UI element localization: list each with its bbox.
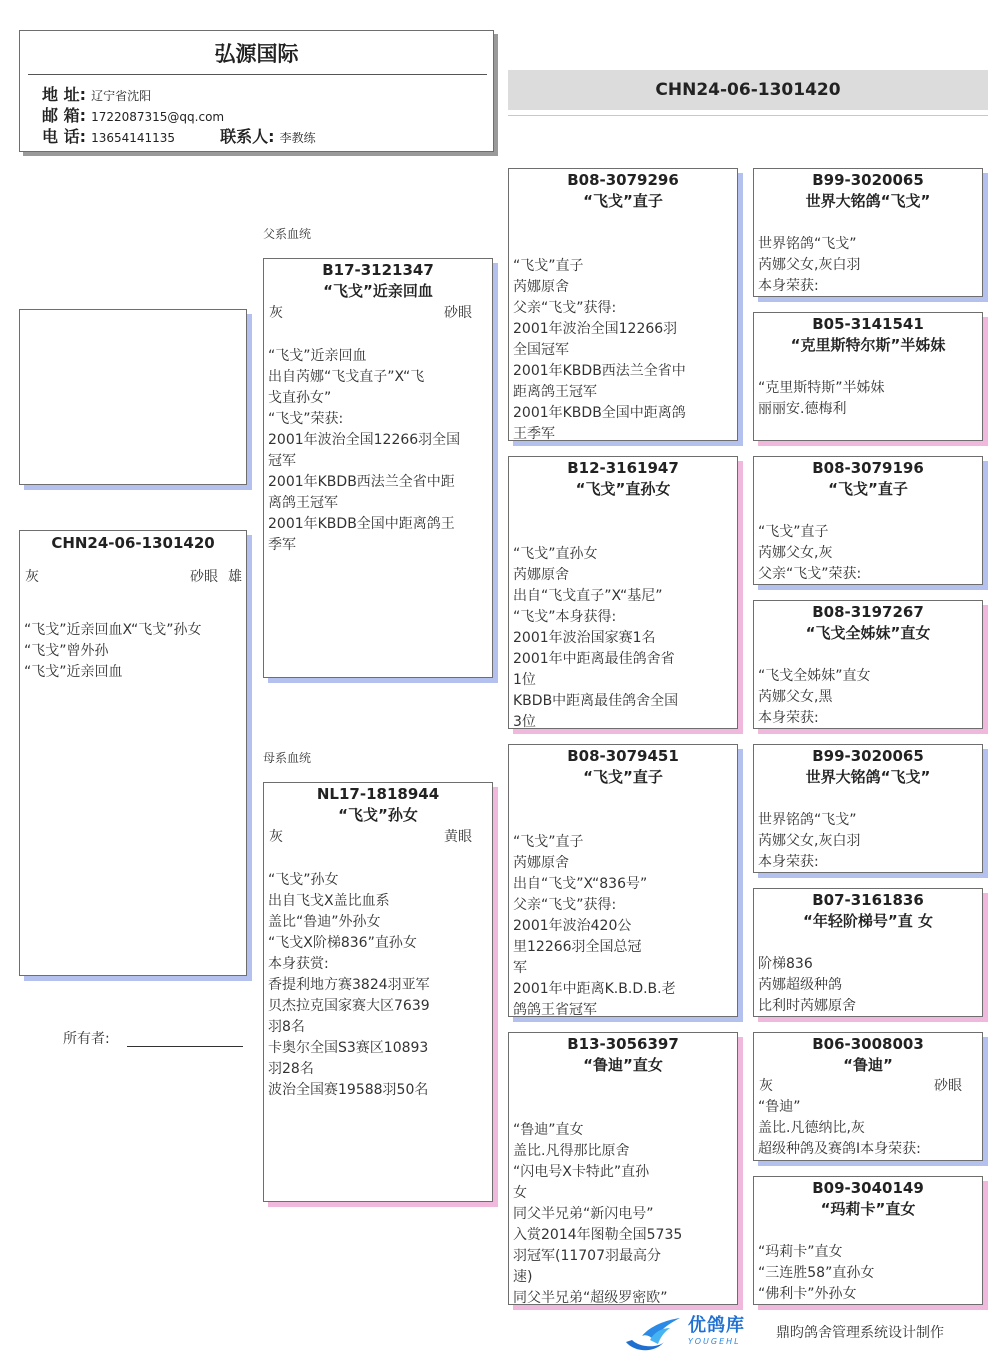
ancestor-line: 2001年波治420公 (513, 918, 632, 934)
ancestor-name: “年轻阶梯号”直 女 (803, 912, 933, 930)
ancestor-line: 1位 (513, 672, 536, 688)
ancestor-name: 世界大铭鸽“飞戈” (805, 192, 931, 210)
sire-line: 戈直孙女” (268, 390, 332, 406)
ancestor-line: KBDB中距离最佳鸽舍全国 (513, 693, 679, 709)
ancestor-line: 世界铭鸽“飞戈” (758, 812, 857, 828)
dam-ring: NL17-1818944 (316, 785, 440, 803)
ancestor-line: 2001年中距离K.B.D.B.老 (513, 981, 676, 997)
ancestor-line: 超级种鸽及赛鸽I本身荣获: (758, 1141, 921, 1157)
dam-name: “飞戈”孙女 (338, 806, 418, 824)
ancestor-line: 世界铭鸽“飞戈” (758, 236, 857, 252)
ancestor-line: “鲁迪”直女 (513, 1122, 584, 1138)
sire-section-label: 父系血统 (263, 227, 312, 241)
ancestor-line: 速) (513, 1269, 533, 1285)
ancestor-name: “飞戈”直子 (828, 480, 908, 498)
dam-details (264, 870, 492, 1101)
ancestor-line: 3位 (513, 714, 536, 729)
phone-label: 电 话: (42, 127, 86, 146)
great-grandparent-card (753, 600, 983, 729)
logo-cn: 优鸽库 (688, 1315, 745, 1336)
address-value: 辽宁省沈阳 (91, 89, 152, 103)
header-ring-banner (508, 70, 988, 110)
logo-text (688, 1316, 745, 1348)
dam-section-label: 母系血统 (263, 751, 312, 765)
ancestor-details (509, 544, 737, 729)
ancestor-line: 同父半兄弟“超级罗密欧” (513, 1290, 668, 1305)
ancestor-line: 2001年波治全国12266羽 (513, 321, 678, 337)
ancestor-ring: B06-3008003 (812, 1035, 924, 1053)
ancestor-line: 芮娜父女,黑 (758, 689, 833, 705)
ancestor-details (754, 666, 982, 729)
dam-line: 盖比“鲁迪”外孙女 (268, 914, 381, 930)
ancestor-name: “飞戈”直子 (583, 192, 663, 210)
ancestor-line: “飞戈”直孙女 (513, 546, 598, 562)
sire-name: “飞戈”近亲回血 (323, 282, 433, 300)
great-grandparent-card (753, 312, 983, 441)
ancestor-ring: B99-3020065 (812, 747, 924, 765)
subject-note: “飞戈”近亲回血 (24, 664, 123, 680)
ancestor-line: 芮娜原舍 (513, 567, 569, 583)
ancestor-line: 芮娜父女,灰白羽 (758, 833, 861, 849)
ancestor-name: “飞戈全姊妹”直女 (805, 624, 931, 642)
ancestor-line: “飞戈”本身获得: (513, 609, 617, 625)
ancestor-details (754, 1242, 982, 1305)
header-underline (508, 115, 988, 116)
ancestor-ring: B05-3141541 (812, 315, 924, 333)
ancestor-details (509, 832, 737, 1017)
ancestor-line: 父亲“飞戈”荣获: (758, 566, 862, 582)
ancestor-line: “鲁迪” (758, 1099, 801, 1115)
ancestor-ring: B09-3040149 (812, 1179, 924, 1197)
ancestor-line: 同父半兄弟“新闪电号” (513, 1206, 654, 1222)
ancestor-line: “闪电号X卡特此”直孙 (513, 1164, 650, 1180)
ancestor-line: 2001年中距离最佳鸽舍省 (513, 651, 675, 667)
ancestor-name: “玛莉卡”直女 (820, 1200, 916, 1218)
ancestor-ring: B07-3161836 (812, 891, 924, 909)
sire-line: “飞戈”荣获: (268, 411, 344, 427)
owner-line[interactable] (127, 1046, 243, 1047)
ancestor-details (754, 234, 982, 297)
dam-line: 贝杰拉克国家赛大区7639 (268, 998, 430, 1014)
ancestor-line: 出自“飞戈直子”X“基尼” (513, 588, 663, 604)
ancestor-details (509, 1120, 737, 1305)
sire-line: 出自芮娜“飞戈直子”X“飞 (268, 369, 425, 385)
sire-card (263, 258, 493, 678)
grandsire-maternal-card (508, 744, 738, 1017)
subject-note: “飞戈”曾外孙 (24, 643, 109, 659)
ancestor-line: 军 (513, 960, 527, 976)
ancestor-name: “飞戈”直子 (583, 768, 663, 786)
great-grandparent-card (753, 888, 983, 1017)
ancestor-ring: B08-3079196 (812, 459, 924, 477)
sire-ring: B17-3121347 (322, 261, 434, 279)
ancestor-line: 羽冠军(11707羽最高分 (513, 1248, 661, 1264)
ancestor-line: 丽丽安.德梅利 (758, 401, 847, 417)
ancestor-line: 盖比.凡德纳比,灰 (758, 1120, 865, 1136)
address-label: 地 址: (42, 85, 86, 104)
ancestor-name: “飞戈”直孙女 (575, 480, 671, 498)
ancestor-ring: B08-3079296 (567, 171, 679, 189)
ancestor-line: “飞戈”直子 (758, 524, 829, 540)
ancestor-line: 父亲“飞戈”获得: (513, 300, 617, 316)
sire-eye: 砂眼 (444, 305, 472, 321)
dam-line: 本身获赏: (268, 956, 329, 972)
sire-line: 离鸽王冠军 (268, 495, 338, 511)
ancestor-line: 2001年KBDB西法兰全省中 (513, 363, 686, 379)
ancestor-line: 比利时芮娜原舍 (758, 998, 856, 1014)
dam-line: “飞戈X阶梯836”直孙女 (268, 935, 417, 951)
header-ring: CHN24-06-1301420 (655, 80, 841, 100)
granddam-paternal-card (508, 456, 738, 729)
ancestor-line: 出自“飞戈”X“836号” (513, 876, 648, 892)
owner-field (63, 1028, 110, 1048)
granddam-maternal-card (508, 1032, 738, 1305)
ancestor-details (754, 954, 982, 1017)
ancestor-line: 本身荣获: (758, 710, 819, 726)
ancestor-line: 本身荣获: (758, 854, 819, 870)
great-grandparent-card (753, 168, 983, 297)
subject-color: 灰 (25, 569, 39, 585)
ancestor-line: 芮娜原舍 (513, 279, 569, 295)
ancestor-line: “克里斯特斯”半姊妹 (758, 380, 885, 396)
sire-details (264, 346, 492, 556)
email-label: 邮 箱: (42, 106, 86, 125)
ancestor-name: “克里斯特尔斯”半姊妹 (790, 336, 946, 354)
ancestor-name: 世界大铭鸽“飞戈” (805, 768, 931, 786)
ancestor-line: 阶梯836 (758, 956, 813, 972)
ancestor-line: 芮娜父女,灰白羽 (758, 257, 861, 273)
ancestor-line: “飞戈”直子 (513, 258, 584, 274)
ancestor-line: 里12266羽全国总冠 (513, 939, 642, 955)
ancestor-eye: 砂眼 (934, 1078, 962, 1094)
ancestor-ring: B08-3197267 (812, 603, 924, 621)
ancestor-line: 入赏2014年图勒全国5735 (513, 1227, 683, 1243)
subject-note: “飞戈”近亲回血X“飞戈”孙女 (24, 622, 202, 638)
great-grandparent-card (753, 1032, 983, 1161)
subject-ring: CHN24-06-1301420 (51, 534, 215, 552)
ancestor-line: “佛利卡”外孙女 (758, 1286, 857, 1302)
ancestor-details (754, 810, 982, 873)
ancestor-line: 2001年波治国家赛1名 (513, 630, 656, 646)
dam-line: 羽28名 (268, 1061, 314, 1077)
phone-value: 13654141135 (91, 131, 176, 145)
great-grandparent-card (753, 1176, 983, 1305)
ancestor-details (754, 522, 982, 585)
footer-credit: 鼎昀鸽舍管理系统设计制作 (776, 1325, 944, 1341)
ancestor-ring: B12-3161947 (567, 459, 679, 477)
contact-value: 李教练 (279, 131, 316, 145)
yougeku-logo-icon (620, 1312, 684, 1356)
sire-color: 灰 (269, 305, 283, 321)
ancestor-line: 父亲“飞戈”获得: (513, 897, 617, 913)
great-grandparent-card (753, 744, 983, 873)
dam-line: 卡奥尔全国S3赛区10893 (268, 1040, 429, 1056)
ancestor-color: 灰 (759, 1078, 773, 1094)
ancestor-ring: B13-3056397 (567, 1035, 679, 1053)
ancestor-line: 盖比.凡得那比原舍 (513, 1143, 630, 1159)
subject-card (19, 530, 247, 976)
subject-sex: 雄 (228, 569, 242, 585)
dam-line: 波治全国赛19588羽50名 (268, 1082, 429, 1098)
ancestor-ring: B99-3020065 (812, 171, 924, 189)
sire-line: 2001年KBDB西法兰全省中距 (268, 474, 455, 490)
dam-card (263, 782, 493, 1202)
dam-line: 香提利地方赛3824羽亚军 (268, 977, 430, 993)
ancestor-ring: B08-3079451 (567, 747, 679, 765)
sire-line: 季军 (268, 537, 296, 553)
ancestor-details (509, 256, 737, 441)
owner-label: 所有者: (63, 1031, 110, 1047)
dam-eye: 黄眼 (444, 829, 472, 845)
sire-line: 2001年KBDB全国中距离鸽王 (268, 516, 455, 532)
ancestor-name: “鲁迪”直女 (583, 1056, 663, 1074)
ancestor-details (754, 378, 982, 420)
company-divider (28, 74, 487, 75)
footer (620, 1312, 1000, 1358)
contact-label: 联系人: (220, 127, 275, 146)
photo-placeholder (19, 309, 247, 485)
logo-en: YOUGEHL (688, 1337, 741, 1346)
ancestor-line: “飞戈”直子 (513, 834, 584, 850)
ancestor-line: 芮娜父女,灰 (758, 545, 833, 561)
ancestor-line: “飞戈全姊妹”直女 (758, 668, 871, 684)
ancestor-line: 王季军 (513, 426, 555, 441)
sire-line: 冠军 (268, 453, 296, 469)
ancestor-line: 芮娜原舍 (513, 855, 569, 871)
ancestor-line: “玛莉卡”直女 (758, 1244, 843, 1260)
ancestor-line: “三连胜58”直孙女 (758, 1265, 875, 1281)
grandsire-paternal-card (508, 168, 738, 441)
ancestor-details (754, 1097, 982, 1160)
company-name: 弘源国际 (214, 42, 299, 66)
sire-line: 2001年波治全国12266羽全国 (268, 432, 461, 448)
company-info-box (19, 30, 494, 152)
ancestor-line: 全国冠军 (513, 342, 569, 358)
ancestor-line: 距离鸽王冠军 (513, 384, 597, 400)
sire-line: “飞戈”近亲回血 (268, 348, 367, 364)
great-grandparent-card (753, 456, 983, 585)
subject-eye: 砂眼 (190, 569, 218, 585)
dam-line: “飞戈”孙女 (268, 872, 339, 888)
dam-line: 羽8名 (268, 1019, 305, 1035)
ancestor-name: “鲁迪” (843, 1056, 893, 1074)
ancestor-line: 本身荣获: (758, 278, 819, 294)
dam-line: 出自飞戈X盖比血系 (268, 893, 390, 909)
subject-notes (20, 620, 246, 683)
ancestor-line: 鸽鸽王省冠军 (513, 1002, 597, 1017)
ancestor-line: 2001年KBDB全国中距离鸽 (513, 405, 686, 421)
ancestor-line: 女 (513, 1185, 527, 1201)
ancestor-line: 芮娜超级种鸽 (758, 977, 842, 993)
dam-color: 灰 (269, 829, 283, 845)
email-value: 1722087315@qq.com (91, 110, 225, 124)
